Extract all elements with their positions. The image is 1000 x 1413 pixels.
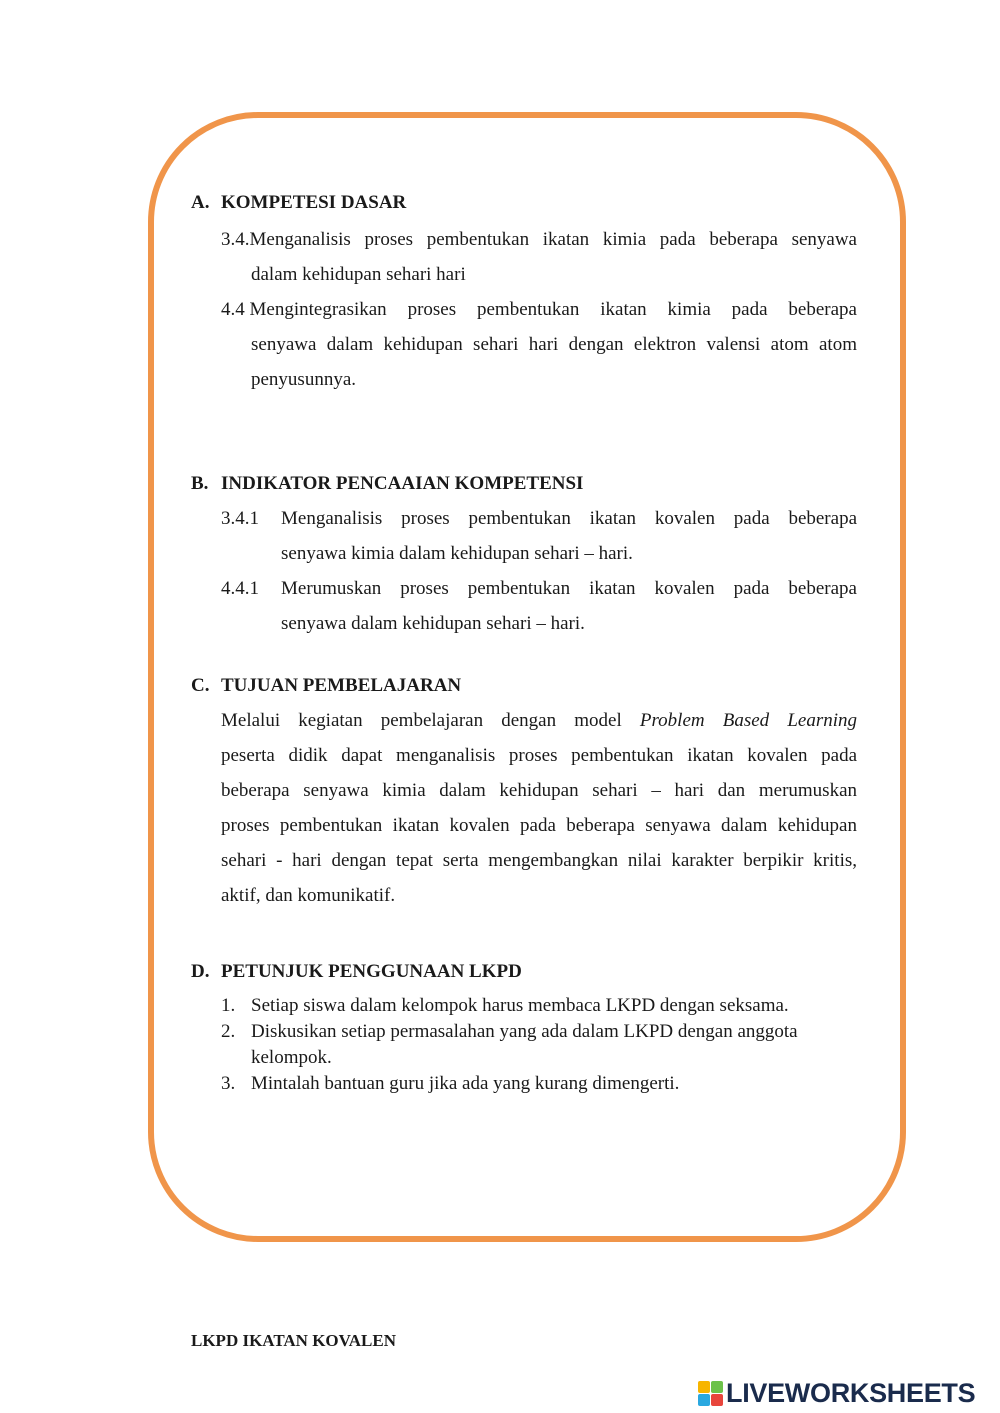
objective-paragraph [221, 703, 857, 913]
paragraph-line: beberapa senyawa kimia dalam kehidupan sehari – hari dan merumuskan [221, 780, 857, 801]
item-number: 3.4. [221, 229, 250, 250]
logo-icon [698, 1381, 723, 1406]
section-letter: B. [191, 473, 209, 494]
section-heading [191, 469, 857, 499]
paragraph-line: aktif, dan komunikatif. [221, 885, 396, 906]
item-text-continued: senyawa kimia dalam kehidupan sehari – hari. [281, 543, 633, 564]
item-text-line: kelompok. [251, 1047, 332, 1068]
item-text: Mintalah bantuan guru jika ada yang kurang dimengerti. [251, 1073, 680, 1094]
list-item [221, 571, 857, 606]
paragraph-line: sehari - hari dengan tepat serta mengembangkan nilai karakter berpikir kritis, [221, 850, 857, 871]
list-item [221, 222, 857, 257]
item-text-continued: penyusunnya. [251, 369, 357, 390]
item-text [251, 1019, 857, 1071]
item-text: Menganalisis proses pembentukan ikatan kimia pada beberapa senyawa [249, 229, 857, 250]
item-text-continued: senyawa dalam kehidupan sehari hari dengan elektron valensi atom atom [251, 334, 857, 355]
section-letter: A. [191, 192, 210, 213]
section-heading [191, 671, 857, 701]
section-petunjuk [191, 957, 857, 1097]
logo-tile [698, 1394, 710, 1406]
footer-title: LKPD IKATAN KOVALEN [191, 1331, 396, 1350]
paragraph-line: proses pembentukan ikatan kovalen pada beberapa senyawa dalam kehidupan [221, 815, 857, 836]
section-title: KOMPETESI DASAR [221, 192, 407, 213]
logo-tile [711, 1381, 723, 1393]
section-kompetensi-dasar [191, 188, 857, 397]
paragraph-line [221, 703, 857, 738]
item-number: 3.4.1 [221, 508, 259, 529]
section-heading [191, 957, 857, 987]
list-item [221, 993, 857, 1019]
item-text: Merumuskan proses pembentukan ikatan kovalen pada beberapa [281, 578, 857, 599]
section-title: TUJUAN PEMBELAJARAN [221, 675, 462, 696]
instruction-list [221, 993, 857, 1097]
section-indikator [191, 469, 857, 641]
paragraph-text: Melalui kegiatan pembelajaran dengan model [221, 710, 640, 731]
item-number: 4.4.1 [221, 578, 259, 599]
item-text-line: Diskusikan setiap permasalahan yang ada dalam LKPD dengan anggota [251, 1021, 798, 1042]
list-item [221, 292, 857, 327]
section-tujuan [191, 671, 857, 913]
item-number: 1. [221, 995, 236, 1016]
brand-text: LIVEWORKSHEETS [726, 1378, 976, 1408]
item-number: 4.4 [221, 299, 250, 320]
section-letter: C. [191, 675, 210, 696]
paragraph-line: peserta didik dapat menganalisis proses pembentukan ikatan kovalen pada [221, 745, 857, 766]
logo-tile [711, 1394, 723, 1406]
list-item [221, 1019, 857, 1071]
item-text-continued: senyawa dalam kehidupan sehari – hari. [281, 613, 585, 634]
item-text: Setiap siswa dalam kelompok harus membaca LKPD dengan seksama. [251, 995, 789, 1016]
section-title: PETUNJUK PENGGUNAAN LKPD [221, 961, 522, 982]
document-body [191, 188, 857, 1097]
item-text-continued: dalam kehidupan sehari hari [251, 264, 466, 285]
item-text: Menganalisis proses pembentukan ikatan kovalen pada beberapa [281, 508, 857, 529]
item-text: Mengintegrasikan proses pembentukan ikatan kimia pada beberapa [249, 299, 857, 320]
section-title: INDIKATOR PENCAAIAN KOMPETENSI [221, 473, 584, 494]
liveworksheets-logo [698, 1378, 975, 1409]
model-name: Problem Based Learning [639, 710, 857, 731]
list-item [221, 1071, 857, 1097]
logo-tile [698, 1381, 710, 1393]
section-heading [191, 188, 857, 218]
section-letter: D. [191, 961, 210, 982]
list-item [221, 501, 857, 536]
item-number: 3. [221, 1073, 236, 1094]
item-number: 2. [221, 1021, 236, 1042]
